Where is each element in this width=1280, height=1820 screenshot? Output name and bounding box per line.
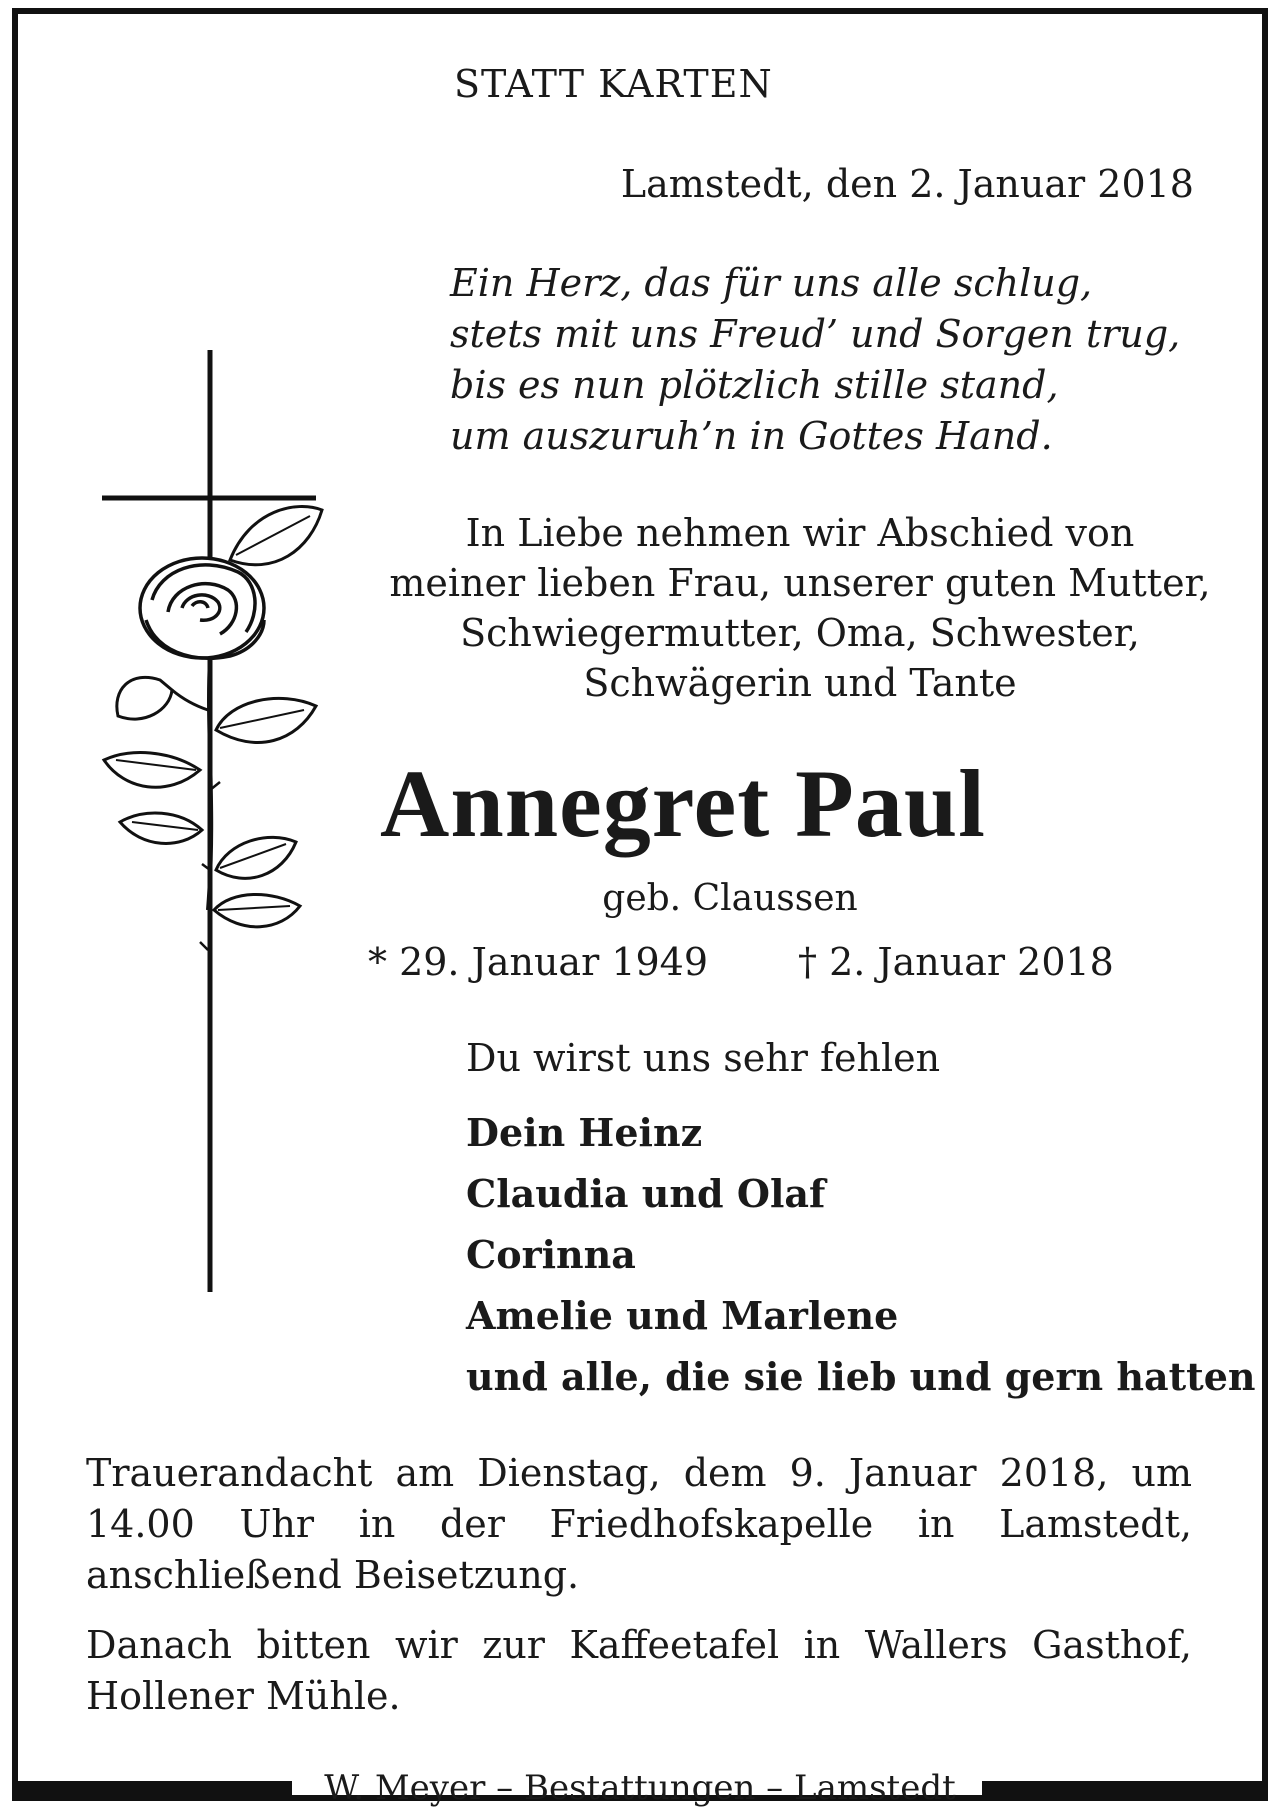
mourner: und alle, die sie lieb und gern hatten [466, 1354, 1256, 1399]
cross-with-rose-icon [60, 350, 340, 1300]
poem-line: um auszuruh’n in Gottes Hand. [450, 414, 1053, 458]
mourner: Claudia und Olaf [466, 1171, 826, 1216]
header-statt-karten: STATT KARTEN [454, 62, 773, 106]
mourner: Corinna [466, 1232, 636, 1277]
poem-line: Ein Herz, das für uns alle schlug, [450, 261, 1093, 305]
mourner: Dein Heinz [466, 1110, 703, 1155]
deceased-name: Annegret Paul [380, 750, 986, 857]
place-date: Lamstedt, den 2. Januar 2018 [620, 162, 1194, 206]
death-date: † 2. Januar 2018 [798, 940, 1114, 984]
poem-line: bis es nun plötzlich stille stand, [450, 363, 1059, 407]
intro-line: meiner lieben Frau, unserer guten Mutter, [389, 561, 1211, 605]
mourner: Amelie und Marlene [466, 1293, 899, 1338]
intro-line: In Liebe nehmen wir Abschied von [465, 511, 1135, 555]
intro-line: Schwiegermutter, Oma, Schwester, [460, 611, 1140, 655]
intro-text [300, 508, 1280, 708]
footer-rule-right [982, 1781, 1268, 1795]
footer-rule-left [12, 1781, 292, 1795]
poem [450, 258, 1180, 462]
missing-line: Du wirst uns sehr fehlen [466, 1036, 941, 1080]
intro-line: Schwägerin und Tante [583, 661, 1017, 705]
birth-date: * 29. Januar 1949 [368, 940, 709, 984]
poem-line: stets mit uns Freud’ und Sorgen trug, [450, 312, 1181, 356]
footer-undertaker: W. Meyer – Bestattungen – Lamstedt [324, 1768, 956, 1808]
mourners-list [466, 1102, 1256, 1407]
reception-info: Danach bitten wir zur Kaffeetafel in Wallers Gasthof, Hollener Mühle. [86, 1623, 1192, 1718]
birth-name: geb. Claussen [602, 878, 858, 919]
service-info: Trauerandacht am Dienstag, dem 9. Januar 2018, um 14.00 Uhr in der Friedhofskapelle in Lamstedt, anschließend Beisetzung. [86, 1451, 1192, 1597]
